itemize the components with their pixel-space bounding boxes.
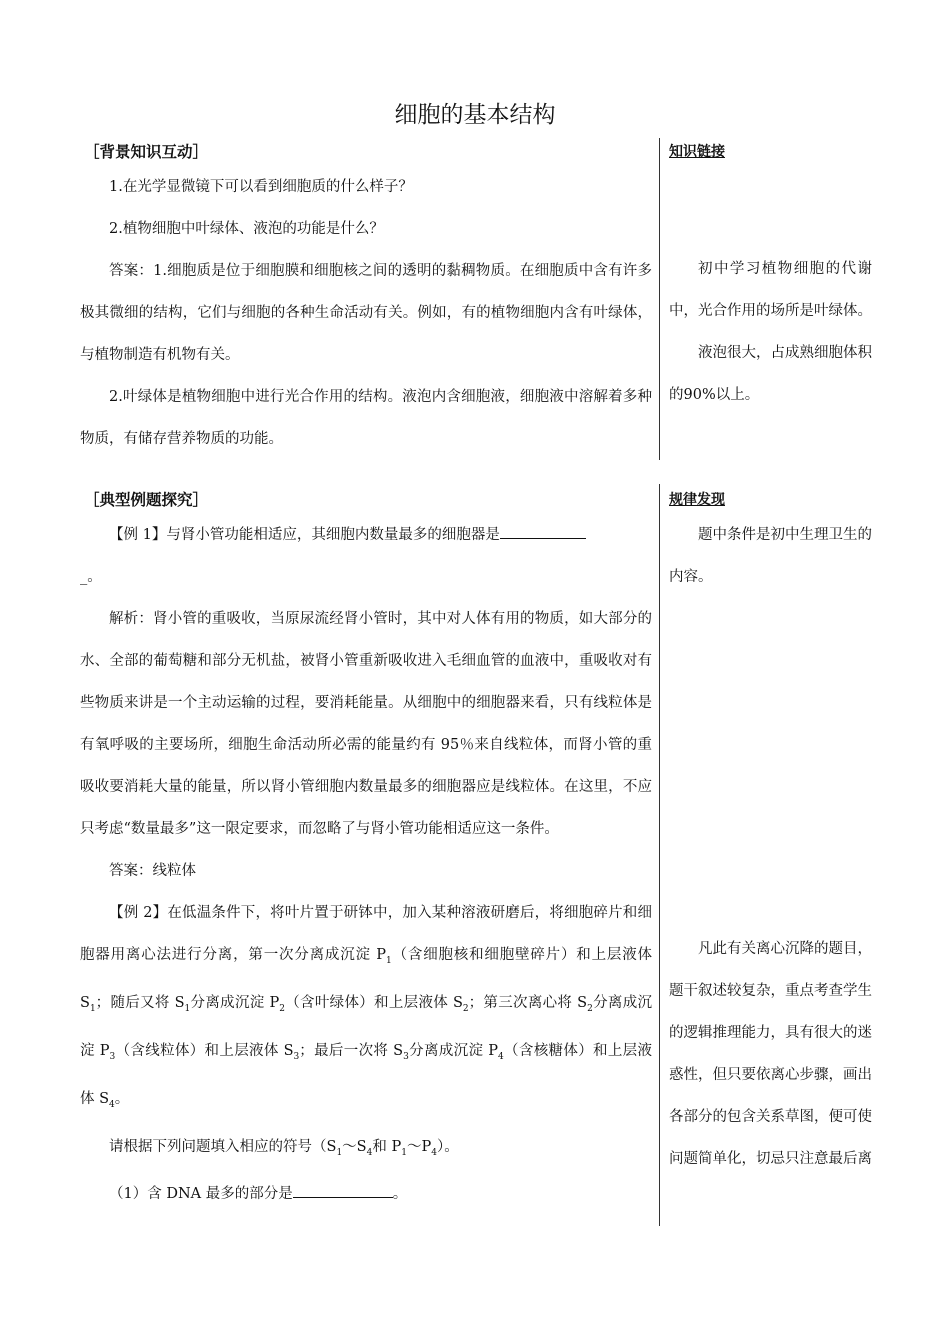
example-1-text: 与肾小管功能相适应，其细胞内数量最多的细胞器是 bbox=[166, 527, 500, 543]
blank-continuation: _ bbox=[80, 569, 88, 585]
example-2-text-4: 分离成沉淀 P bbox=[190, 994, 280, 1011]
examples-section-body bbox=[80, 514, 652, 1215]
sub-3: 3 bbox=[293, 1051, 300, 1062]
sub-4: 4 bbox=[366, 1147, 373, 1158]
example-2-text-7: 分离成沉淀 P bbox=[80, 994, 652, 1059]
example-2-text-9: ；最后一次将 S bbox=[299, 1042, 404, 1059]
example-2-text-2: （含细胞核和细胞壁碎片）和上层液体 S bbox=[80, 947, 652, 1011]
side-notes-knowledge bbox=[669, 248, 872, 416]
instruction bbox=[80, 1126, 652, 1174]
side-note-2: 液泡很大，占成熟细胞体积的90%以上。 bbox=[669, 345, 872, 403]
instruction-e: ）。 bbox=[436, 1138, 459, 1155]
example-2-text-10: 分离成沉淀 P bbox=[408, 1042, 498, 1059]
sub-2: 2 bbox=[462, 1003, 469, 1014]
sub-4: 4 bbox=[498, 1051, 504, 1062]
column-divider-top bbox=[659, 138, 660, 460]
side-note-3: 题中条件是初中生理卫生的内容。 bbox=[669, 527, 872, 585]
sub-4: 4 bbox=[431, 1147, 437, 1158]
column-divider-bottom bbox=[659, 484, 660, 1226]
sub-1: 1 bbox=[336, 1147, 343, 1158]
sub-4: 4 bbox=[109, 1099, 115, 1110]
example-2 bbox=[80, 892, 652, 1126]
answer-1: 答案：1.细胞质是位于细胞膜和细胞核之间的透明的黏稠物质。在细胞质中含有许多极其微细的结构，它们与细胞的各种生命活动有关。例如，有的植物细胞内含有叶绿体，与植物制造有机物有关。 bbox=[80, 263, 652, 363]
sub-1: 1 bbox=[184, 1003, 191, 1014]
answer-blank-2 bbox=[293, 1183, 393, 1198]
example-2-text-6: ；第三次离心将 S bbox=[468, 994, 588, 1011]
sub-question-1-text: （1）含 DNA 最多的部分是 bbox=[109, 1186, 293, 1203]
sub-3: 3 bbox=[109, 1051, 116, 1062]
side-heading-pattern: 规律发现 bbox=[669, 492, 725, 508]
instruction-b: ～S bbox=[342, 1138, 367, 1155]
section-heading-background: ［背景知识互动］ bbox=[84, 142, 209, 161]
sub-2: 2 bbox=[279, 1003, 285, 1014]
instruction-c: 和 P bbox=[372, 1138, 402, 1155]
question-1: 1.在光学显微镜下可以看到细胞质的什么样子？ bbox=[109, 179, 413, 195]
example-2-label: 【例 2】 bbox=[109, 905, 168, 921]
example-1-answer: 答案：线粒体 bbox=[109, 863, 196, 879]
side-note-4: 凡此有关离心沉降的题目，题干叙述较复杂，重点考查学生的逻辑推理能力，具有很大的迷惑性，但只要依离心步骤，画出各部分的包含关系草图，便可使问题简单化，切忌只注意最后离 bbox=[669, 941, 872, 1167]
example-1 bbox=[80, 514, 652, 598]
answer-blank-1 bbox=[500, 524, 586, 539]
sub-1: 1 bbox=[386, 955, 392, 966]
example-2-text-11: （含核糖体）和上层液体 S bbox=[80, 1042, 652, 1107]
example-1-label: 【例 1】 bbox=[109, 527, 167, 543]
instruction-a: 请根据下列问题填入相应的符号（S bbox=[109, 1138, 337, 1155]
sub-question-1 bbox=[80, 1173, 652, 1215]
section-heading-examples: ［典型例题探究］ bbox=[84, 490, 209, 509]
side-heading-knowledge-link: 知识链接 bbox=[669, 144, 725, 160]
question-2: 2.植物细胞中叶绿体、液泡的功能是什么？ bbox=[109, 221, 384, 237]
example-2-text-3: ；随后又将 S bbox=[95, 994, 185, 1011]
background-section-body bbox=[80, 166, 652, 460]
side-note-pattern-2 bbox=[669, 928, 872, 1180]
sub-2: 2 bbox=[587, 1003, 593, 1014]
sub-3: 3 bbox=[403, 1051, 409, 1062]
sub-question-1-end: 。 bbox=[392, 1186, 408, 1203]
example-1-end: 。 bbox=[87, 569, 102, 585]
example-2-text-5: （含叶绿体）和上层液体 S bbox=[284, 994, 463, 1011]
page-title: 细胞的基本结构 bbox=[394, 102, 556, 128]
side-note-1: 初中学习植物细胞的代谢中，光合作用的场所是叶绿体。 bbox=[669, 261, 872, 319]
analysis-text: 解析：肾小管的重吸收，当原尿流经肾小管时，其中对人体有用的物质，如大部分的水、全部的葡萄糖和部分无机盐，被肾小管重新吸收进入毛细血管的血液中，重吸收对有些物质来讲是一个主动运输的过程，要消耗能量。从细胞中的细胞器来看，只有线粒体是有氧呼吸的主要场所，细胞生命活动所必需的能量约有 95％来自线粒体，而肾小管的重吸收要消耗大量的能量，所以肾小管细胞内数量最多的细胞器应是线粒体。在这里，不应只考虑“数量最多”这一限定要求，而忽略了与肾小管功能相适应这一条件。 bbox=[80, 611, 652, 837]
instruction-d: ～P bbox=[406, 1138, 432, 1155]
sub-1: 1 bbox=[89, 1003, 96, 1014]
example-2-text-12: 。 bbox=[114, 1090, 130, 1107]
sub-1: 1 bbox=[401, 1147, 407, 1158]
side-note-pattern-1 bbox=[669, 514, 872, 598]
example-2-text-8: （含线粒体）和上层液体 S bbox=[115, 1042, 294, 1059]
answer-2: 2.叶绿体是植物细胞中进行光合作用的结构。液泡内含细胞液，细胞液中溶解着多种物质，有储存营养物质的功能。 bbox=[80, 389, 652, 447]
example-2-text-1: 在低温条件下，将叶片置于研钵中，加入某种溶液研磨后，将细胞碎片和细胞器用离心法进行分离，第一次分离成沉淀 P bbox=[80, 905, 652, 963]
